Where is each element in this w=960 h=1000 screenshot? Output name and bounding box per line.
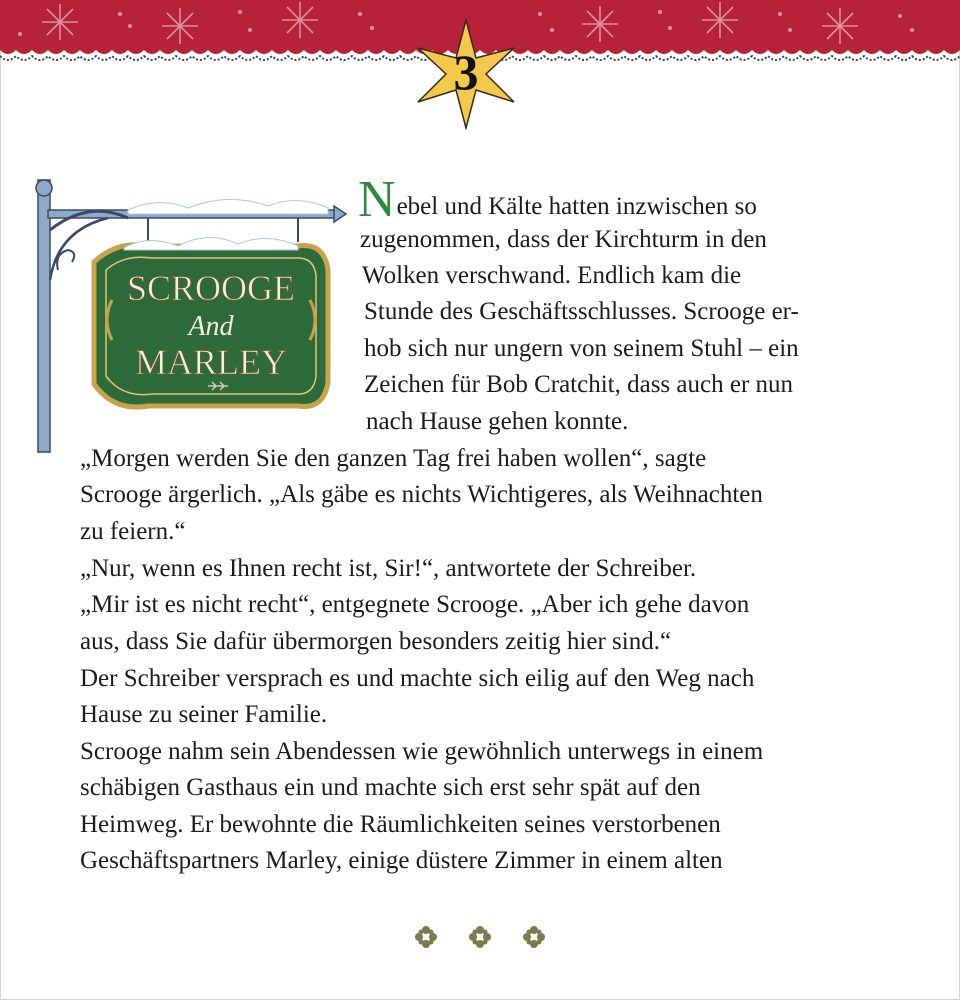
flower-ornament-icon (469, 926, 491, 948)
story-line-3: Wolken verschwand. Endlich kam die (362, 262, 742, 289)
story-line-13: aus, dass Sie dafür übermorgen besonders zeitig hier sind.“ (80, 628, 672, 655)
footer-ornaments (400, 915, 560, 959)
story-line-2: zugenommen, dass der Kirchturm in den (360, 226, 767, 253)
story-line-16: Scrooge nahm sein Abendessen wie gewöhnlich unterwegs in einem (80, 738, 764, 765)
story-line-6: Zeichen für Bob Cratchit, dass auch er nun (364, 371, 794, 398)
sign-text-marley: MARLEY (135, 342, 287, 382)
story-line-11: „Nur, wenn es Ihnen recht ist, Sir!“, antwortete der Schreiber. (80, 555, 697, 582)
story-line-19: Geschäftspartners Marley, einige düstere Zimmer in einem alten (80, 847, 723, 874)
story-line-1: Nebel und Kälte hatten inzwischen so (358, 171, 757, 228)
drop-cap: N (358, 171, 396, 228)
day-number: 3 (453, 44, 479, 100)
story-line-17: schäbigen Gasthaus ein und machte sich erst sehr spät auf den (80, 774, 701, 801)
story-line-9: Scrooge ärgerlich. „Als gäbe es nichts Wichtigeres, als Weihnachten (80, 481, 763, 508)
story-line-10: zu feiern.“ (80, 518, 186, 545)
sign-text-scrooge: SCROOGE (126, 268, 296, 308)
story-line-14: Der Schreiber versprach es und machte sich eilig auf den Weg nach (80, 665, 755, 692)
story-line-18: Heimweg. Er bewohnte die Räumlichkeiten seines verstorbenen (80, 811, 721, 838)
story-line-4: Stunde des Geschäftsschlusses. Scrooge er- (364, 298, 799, 325)
story-line-5: hob sich nur ungern von seinem Stuhl – ein (364, 335, 799, 362)
flower-ornament-icon (523, 926, 545, 948)
flower-ornament-icon (415, 926, 437, 948)
sign-text-and: And (188, 311, 234, 342)
story-line-7: nach Hause gehen konnte. (366, 408, 629, 435)
story-line-8: „Morgen werden Sie den ganzen Tag frei haben wollen“, sagte (80, 445, 707, 472)
story-line-12: „Mir ist es nicht recht“, entgegnete Scrooge. „Aber ich gehe davon (80, 591, 750, 618)
story-line-15: Hause zu seiner Familie. (80, 701, 328, 728)
